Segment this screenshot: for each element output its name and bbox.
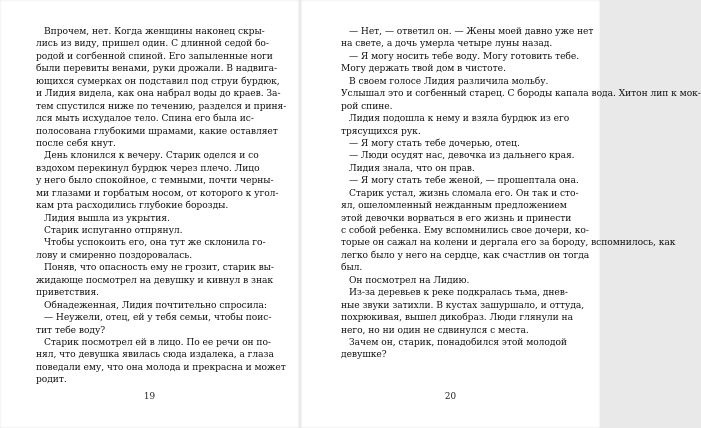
right-page-text [341, 26, 701, 362]
text-line: был. [341, 263, 363, 274]
text-line: Впрочем, нет. Когда женщины наконец скры- [44, 27, 265, 37]
text-line: тем спустился ниже по течению, разделся и приня- [36, 101, 287, 112]
text-line: кам рта расходились глубокие борозды. [36, 201, 229, 212]
text-line: лись из виду, пришел один. С длинной седой бо- [36, 39, 269, 50]
text-line: Старик испуганно отпрянул. [44, 226, 183, 236]
text-line: лся мыть исхудалое тело. Спина его была ис- [36, 114, 254, 125]
text-line: девушке? [341, 350, 387, 361]
text-line: В своем голосе Лидия различила мольбу. [349, 76, 549, 87]
text-line: ял, ошеломленный нежданным предложением [341, 201, 567, 212]
left-page [0, 0, 299, 428]
text-line: — Нет, — ответил он. — Жены моей давно уже нет [349, 27, 594, 37]
text-line: — Неужели, отец, ей у тебя семьи, чтобы поис- [44, 313, 272, 324]
text-line: торые он сажал на колени и дергала его за бороду, вспомнилось, как [341, 238, 676, 249]
text-line: Услышал это и согбенный старец. С бороды капала вода. Хитон лип к мок- [341, 89, 701, 100]
text-line: лову и смиренно поздоровалась. [36, 250, 193, 261]
text-line: Он посмотрел на Лидию. [349, 275, 470, 286]
text-line: ми глазами и горбатым носом, от которого к угол- [36, 188, 279, 199]
text-line: Старик посмотрел ей в лицо. По ее речи он по- [44, 337, 271, 348]
text-line: нял, что девушка явилась сюда издалека, а глаза [36, 350, 274, 361]
text-line: жидающе посмотрел на девушку и кивнул в знак [36, 275, 274, 286]
text-line: родой и согбенной спиной. Его запыленные ноги [36, 51, 273, 62]
text-line: этой девочки ворваться в его жизнь и принести [341, 213, 572, 224]
text-line: него, но ни один не сдвинулся с места. [341, 325, 529, 336]
text-line: полосована глубокими шрамами, какие оставляет [36, 126, 278, 137]
text-line: День клонился к вечеру. Старик оделся и со [44, 151, 259, 162]
text-line: Старик устал, жизнь сломала его. Он так и сто- [349, 188, 579, 199]
text-line: на свете, а дочь умерла четыре луны назад. [341, 39, 553, 50]
text-line: Из-за деревьев к реке подкралась тьма, днев- [349, 288, 568, 299]
text-line: родит. [36, 375, 67, 386]
text-line: с собой ребенка. Ему вспомнились свое дочери, ко- [341, 226, 589, 236]
text-line: приветствия. [36, 288, 100, 299]
text-line: Зачем он, старик, понадобился этой молодой [349, 337, 567, 348]
text-line: были перевиты венами, руки дрожали. В надвига- [36, 64, 278, 75]
text-line: ющихся сумерках он подставил под струи бурдюк, [36, 76, 280, 87]
text-line: трясущихся рук. [341, 126, 421, 137]
text-line: Лидия подошла к нему и взяла бурдюк из его [349, 114, 570, 125]
text-line: — Я могу стать тебе женой, — прошептала она. [349, 176, 579, 187]
text-line: Чтобы успокоить его, она тут же склонила го- [44, 238, 266, 249]
left-page-number: 19 [143, 392, 156, 402]
text-line: Могу держать твой дом в чистоте. [341, 64, 506, 75]
text-line: Лидия вышла из укрытия. [44, 213, 170, 224]
text-line: рой спине. [341, 101, 393, 112]
text-line: поведали ему, что она молода и прекрасна и может [36, 362, 286, 373]
text-line: Поняв, что опасность ему не грозит, старик вы- [44, 263, 274, 274]
right-page-number: 20 [444, 392, 457, 402]
text-line: вздохом перекинул бурдюк через плечо. Лицо [36, 163, 260, 174]
text-line: — Я могу стать тебе дочерью, отец. [349, 138, 520, 149]
text-line: ные звуки затихли. В кустах зашуршало, и оттуда, [341, 300, 585, 311]
text-line: тит тебе воду? [36, 325, 106, 336]
text-line: и Лидия видела, как она набрал воды до краев. За- [36, 89, 281, 100]
text-line: Лидия знала, что он прав. [349, 163, 475, 174]
text-line: похрюкивая, вышел дикобраз. Люди глянули на [341, 313, 573, 324]
text-line: после себя кнут. [36, 138, 116, 149]
text-line: у него было спокойное, с темными, почти черны- [36, 176, 274, 187]
left-page-text [36, 26, 287, 387]
text-line: легко было у него на сердце, как счастлив он тогда [341, 250, 590, 261]
text-line: — Я могу носить тебе воду. Могу готовить тебе. [349, 51, 580, 62]
text-line: Обнадеженная, Лидия почтительно спросила: [44, 300, 267, 311]
text-line: — Люди осудят нас, девочка из дальнего края. [349, 151, 575, 162]
right-page [301, 0, 701, 428]
